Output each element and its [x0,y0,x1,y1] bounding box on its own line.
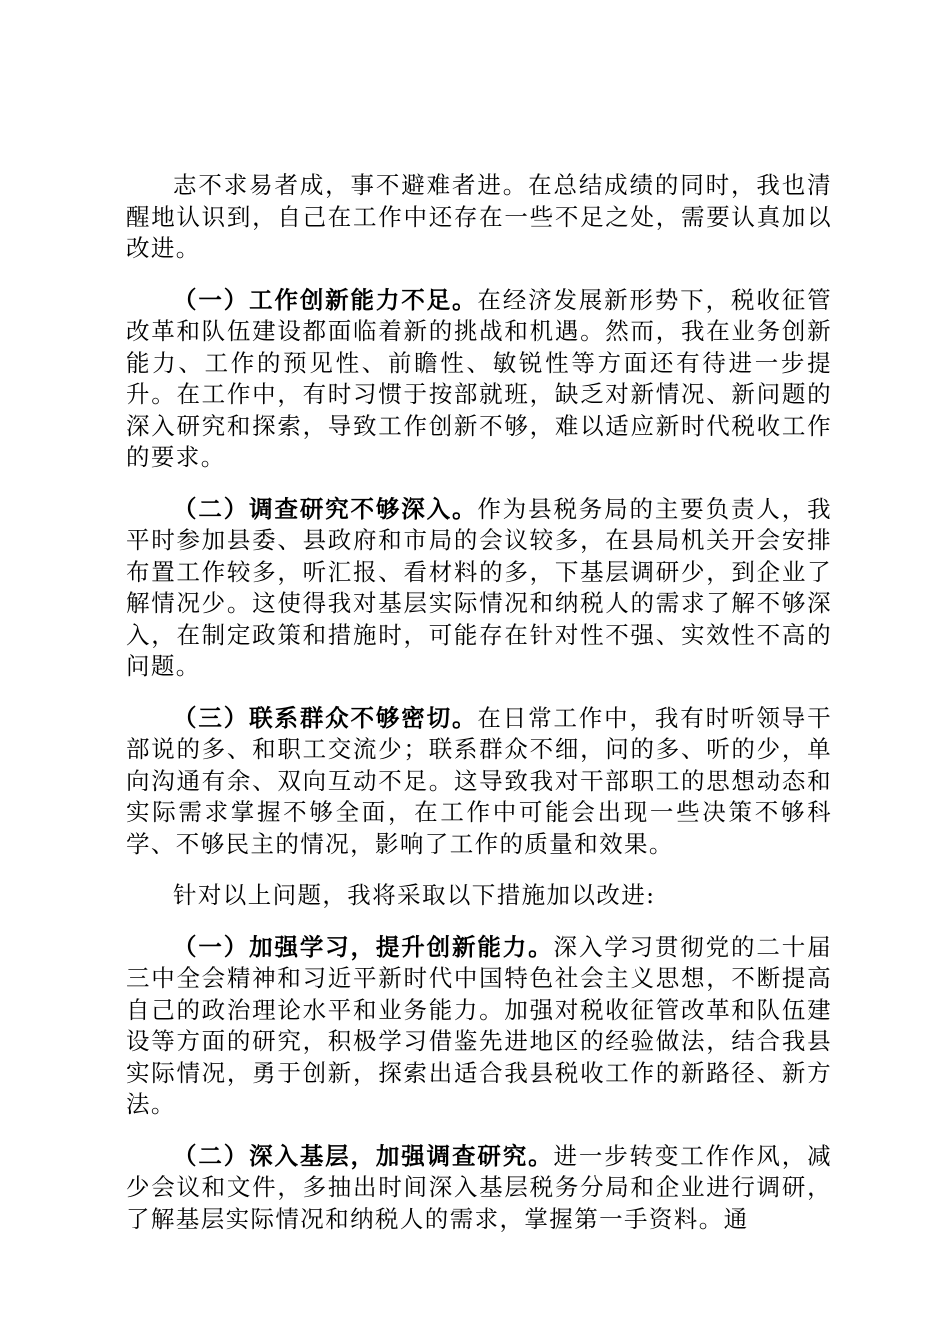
paragraph-lead: （一）加强学习，提升创新能力。 [173,932,554,961]
paragraph-text: 在日常工作中，我有时听领导干部说的多、和职工交流少；联系群众不细，问的多、听的少，单向沟通有余、双向互动不足。这导致我对干部职工的思想动态和实际需求掌握不够全面，在工作中可能会出现一些决策不够科学、不够民主的情况，影响了工作的质量和效果。 [126,703,832,858]
paragraph-text: 作为县税务局的主要负责人，我平时参加县委、县政府和市局的会议较多，在县局机关开会安排布置工作较多，听汇报、看材料的多，下基层调研少，到企业了解情况少。这使得我对基层实际情况和纳税人的需求了解不够深入，在制定政策和措施时，可能存在针对性不强、实效性不高的问题。 [126,494,832,680]
paragraph-lead: （一）工作创新能力不足。 [173,285,478,314]
document-body [126,170,832,1255]
paragraph-text: 在经济发展新形势下，税收征管改革和队伍建设都面临着新的挑战和机遇。然而，我在业务创新能力、工作的预见性、前瞻性、敏锐性等方面还有待进一步提升。在工作中，有时习惯于按部就班，缺乏对新情况、新问题的深入研究和探索，导致工作创新不够，难以适应新时代税收工作的要求。 [126,285,832,471]
paragraph-lead: （二）调查研究不够深入。 [173,494,478,523]
paragraph-lead: （三）联系群众不够密切。 [173,703,478,732]
paragraph-transition [126,880,832,912]
paragraph-intro [126,170,832,265]
paragraph-measure-2 [126,1141,832,1236]
paragraph-issue-3 [126,703,832,861]
paragraph-issue-1 [126,285,832,474]
paragraph-measure-1 [126,932,832,1121]
paragraph-text: 进一步转变工作作风，减少会议和文件，多抽出时间深入基层税务分局和企业进行调研，了解基层实际情况和纳税人的需求，掌握第一手资料。通 [126,1141,833,1233]
paragraph-text: 针对以上问题，我将采取以下措施加以改进: [173,881,656,909]
paragraph-text: 深入学习贯彻党的二十届三中全会精神和习近平新时代中国特色社会主义思想，不断提高自己的政治理论水平和业务能力。加强对税收征管改革和队伍建设等方面的研究，积极学习借鉴先进地区的经验做法，结合我县实际情况，勇于创新，探索出适合我县税收工作的新路径、新方法。 [126,932,833,1118]
paragraph-lead: （二）深入基层，加强调查研究。 [173,1141,554,1170]
paragraph-text: 志不求易者成，事不避难者进。在总结成绩的同时，我也清醒地认识到，自己在工作中还存在一些不足之处，需要认真加以改进。 [126,171,832,262]
paragraph-issue-2 [126,494,832,683]
